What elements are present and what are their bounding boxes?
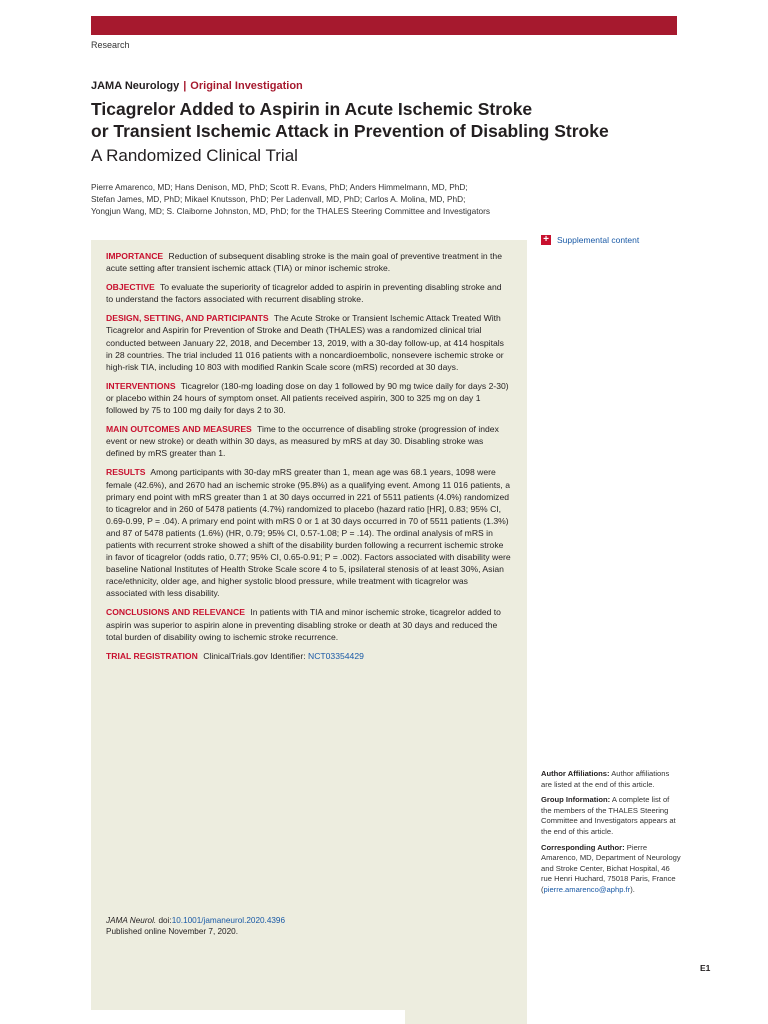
email-link[interactable]: pierre.amarenco@aphp.fr: [543, 884, 631, 894]
conclusions-heading: CONCLUSIONS AND RELEVANCE: [106, 607, 245, 618]
page-number: E1: [700, 963, 711, 973]
affil-heading: Author Affiliations:: [541, 769, 610, 778]
abstract-conclusions: [106, 606, 511, 642]
citation: [106, 915, 406, 937]
title-line-1: Ticagrelor Added to Aspirin in Acute Ischemic Stroke: [91, 99, 533, 119]
abstract-registration: [106, 650, 511, 662]
corresponding-author: [541, 843, 681, 896]
abstract-objective: [106, 281, 511, 305]
top-color-bar: [91, 16, 677, 35]
objective-heading: OBJECTIVE: [106, 282, 155, 293]
interventions-heading: INTERVENTIONS: [106, 380, 176, 391]
affil-text: Author affiliations are listed at the end of this article.: [541, 769, 670, 789]
doi-prefix: doi:: [158, 916, 172, 925]
trial-id-link[interactable]: NCT03354429: [307, 650, 364, 661]
importance-heading: IMPORTANCE: [106, 251, 164, 261]
corr-end: ).: [630, 884, 635, 894]
outcomes-heading: MAIN OUTCOMES AND MEASURES: [106, 424, 252, 435]
author-list: [91, 181, 531, 217]
group-heading: Group Information:: [541, 795, 611, 805]
abstract-results: [106, 466, 511, 599]
group-text: A complete list of the members of the THALES Steering Committee and Investigators appears at the end of this article.: [541, 795, 676, 836]
group-information: [541, 795, 681, 837]
design-heading: DESIGN, SETTING, AND PARTICIPANTS: [106, 313, 269, 324]
abstract-design: [106, 312, 511, 372]
plus-icon: +: [541, 235, 551, 245]
doi-link[interactable]: 10.1001/jamaneurol.2020.4396: [171, 916, 286, 925]
registration-text: ClinicalTrials.gov Identifier:: [203, 650, 306, 661]
author-line-3: Yongjun Wang, MD; S. Claiborne Johnston, MD, PhD; for the THALES Steering Committee and Investigators: [91, 206, 491, 216]
supplemental-label: Supplemental content: [557, 235, 640, 245]
results-heading: RESULTS: [106, 467, 146, 478]
article-title: [91, 98, 651, 142]
sidebar-notes: [541, 769, 681, 901]
journal-name: JAMA Neurology: [91, 80, 180, 92]
separator: |: [183, 80, 187, 92]
objective-text: To evaluate the superiority of ticagrelor added to aspirin in preventing disabling stroke and to understand the factors associated with recurrent disabling stroke.: [106, 282, 502, 305]
results-text: Among participants with 30-day mRS greater than 1, mean age was 68.1 years, 1098 were female (42.6%), and 2670 had an ischemic stroke (95.8%) as a qualifying event. Among 11 016 patients, a primary end point with mRS greater than 1 at 30 days occurred in 221 of 5511 patients (4.0%) randomized to ticagrelor and in 260 of 5478 patients (4.7%) randomized to placebo (hazard ratio [HR], 0.83; 95% CI, 0.69-0.99, P = .04). A primary end point with mRS 0 or 1 at 30 days occurred in 70 of 5511 patients (1.3%) and 87 of 5478 patients (1.6%) (HR, 0.79; 95% CI, 0.57-1.08; P = .14). The ordinal analysis of mRS in patients with recurrent stroke showed a shift of the disability burden following a recurrent ischemic stroke in favor of ticagrelor (odds ratio, 0.77; 95% CI, 0.65-0.91; P = .002). Factors associated with disability were baseline National Institutes of Health Stroke Scale score 4 to 5, ipsilateral stenosis of at least 30%, Asian race/ethnicity, older age, and higher systolic blood pressure, while treatment with ticagrelor was associated with less disability.: [106, 467, 511, 599]
article-subtitle: A Randomized Clinical Trial: [91, 146, 298, 165]
corr-heading: Corresponding Author:: [541, 842, 625, 852]
abstract-outcomes: [106, 423, 511, 459]
registration-heading: TRIAL REGISTRATION: [106, 650, 198, 661]
title-line-2: or Transient Ischemic Attack in Prevention of Disabling Stroke: [91, 121, 609, 141]
design-text: The Acute Stroke or Transient Ischemic Attack Treated With Ticagrelor and Aspirin for Prevention of Stroke and Death (THALES) was a randomized clinical trial conducted between January 22, 2018, and December 13, 2019, with a 30-day follow-up, at 414 hospitals in 28 countries. The trial included 11 016 patients with a noncardioembolic, nonsevere ischemic stroke or high-risk TIA, including 10 803 with modified Rankin Scale score (mRS) recorded at 30 days.: [106, 313, 504, 372]
citation-journal: JAMA Neurol.: [106, 916, 157, 925]
article-type: Original Investigation: [190, 80, 303, 92]
interventions-text: Ticagrelor (180-mg loading dose on day 1 followed by 90 mg twice daily for days 2-30) or placebo within 24 hours of symptom onset. All patients received aspirin, 300 to 325 mg on day 1 followed by 75 to 100 mg daily for days 2 to 30.: [106, 380, 509, 416]
author-line-2: Stefan James, MD, PhD; Mikael Knutsson, PhD; Per Ladenvall, MD, PhD; Carlos A. Molina, MD, PhD;: [91, 194, 466, 204]
abstract-interventions: [106, 380, 511, 416]
importance-text: Reduction of subsequent disabling stroke is the main goal of preventive treatment in the acute setting after transient ischemic attack (TIA) or minor ischemic stroke.: [106, 251, 502, 274]
outcomes-text: Time to the occurrence of disabling stroke (progression of index event or new stroke) or death within 30 days, as measured by mRS at day 30. Disabling stroke was defined by mRS greater than 1.: [106, 424, 499, 459]
author-line-1: Pierre Amarenco, MD; Hans Denison, MD, PhD; Scott R. Evans, PhD; Anders Himmelmann, MD, PhD;: [91, 182, 468, 192]
corr-text: Pierre Amarenco, MD, Department of Neurology and Stroke Center, Bichat Hospital, 46 rue Henri Huchard, 75018 Paris, France (: [541, 842, 681, 894]
journal-line: [91, 80, 303, 92]
footer-white-bar: [91, 1010, 405, 1024]
abstract: [106, 250, 511, 669]
published-date: Published online November 7, 2020.: [106, 927, 238, 936]
citation-doi-line: [106, 915, 406, 926]
author-affiliations: [541, 769, 681, 790]
section-label: Research: [91, 40, 130, 50]
supplemental-content-link[interactable]: [541, 235, 639, 245]
abstract-importance: [106, 250, 511, 274]
conclusions-text: In patients with TIA and minor ischemic stroke, ticagrelor added to aspirin was superior to aspirin alone in preventing disabling stroke or death at 30 days and reduced the total burden of disability owing to ischemic stroke recurrence.: [106, 607, 501, 642]
